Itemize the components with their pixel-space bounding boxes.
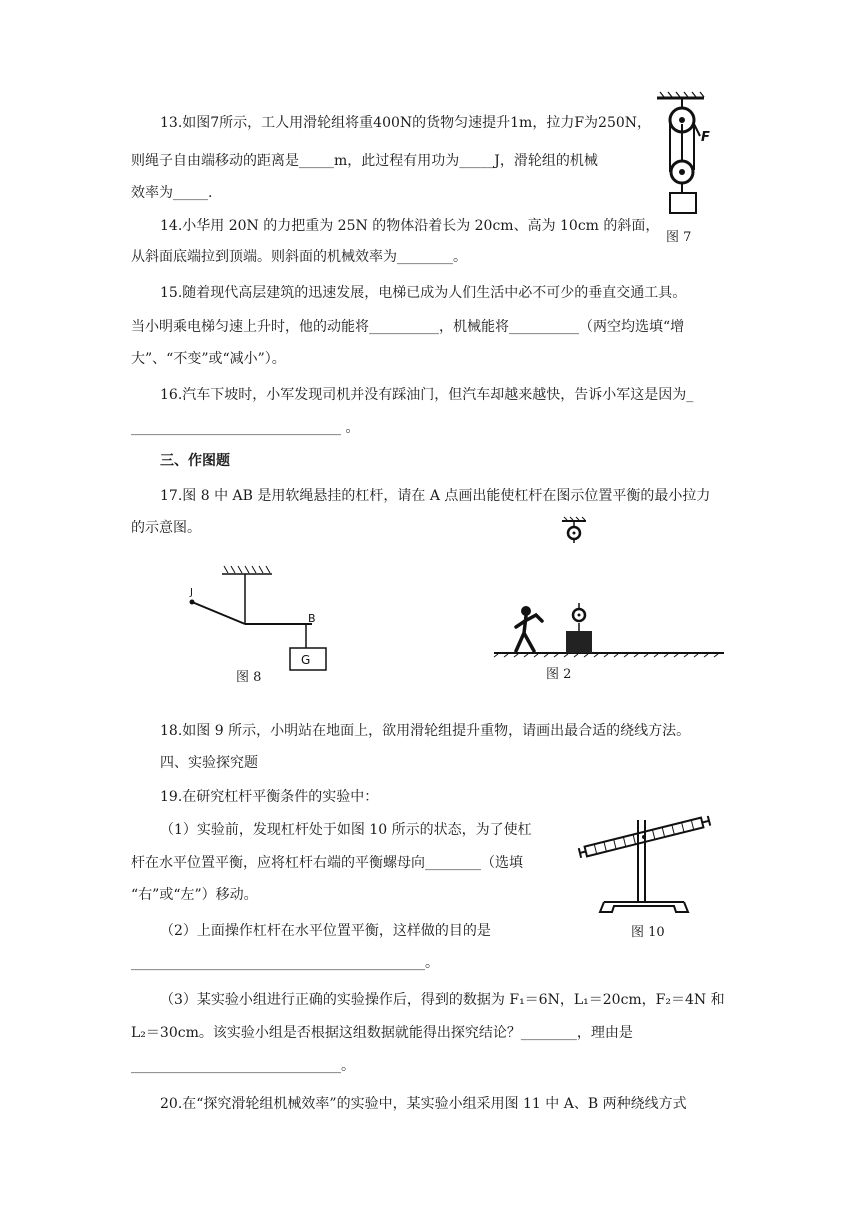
q14-line1: 14.小华用 20N 的力把重为 25N 的物体沿着长为 20cm、高为 10cm 的斜面， [160, 218, 660, 234]
q18-line: 18.如图 9 所示，小明站在地面上，欲用滑轮组提升重物，请画出最合适的绕线方法。 [160, 723, 691, 739]
figure-7-label-F: F [701, 130, 710, 145]
q19-part2-line1: （2）上面操作杠杆在水平位置平衡，这样做的目的是 [160, 923, 491, 939]
q15-line1: 15.随着现代高层建筑的迅速发展，电梯已成为人们生活中必不可少的垂直交通工具。 [160, 285, 687, 301]
q13-line2: 则绳子自由端移动的距离是_____m，此过程有用功为_____J，滑轮组的机械 [131, 153, 598, 169]
figure-7-caption: 图 7 [666, 230, 692, 245]
q19-part3-line2: L₂＝30cm。该实验小组是否根据这组数据就能得出探究结论？________，理由是 [131, 1025, 633, 1041]
figure-7-pulley [652, 92, 712, 217]
q15-line2: 当小明乘电梯匀速上升时，他的动能将__________，机械能将__________（两空均选填“增 [131, 319, 685, 335]
q19-part3-line3: ______________________________。 [131, 1058, 355, 1074]
section-3-heading: 三、作图题 [160, 453, 230, 469]
figure-10-lever-stand [574, 800, 724, 920]
q19-part1-line1: （1）实验前，发现杠杆处于如图 10 所示的状态，为了使杠 [160, 822, 532, 838]
figure-2-pulley-setup [494, 517, 724, 657]
figure-8-label-B: B [308, 612, 316, 625]
section-4-heading: 四、实验探究题 [160, 755, 258, 771]
figure-10-caption: 图 10 [631, 925, 665, 940]
q20-line1: 20.在“探究滑轮组机械效率”的实验中，某实验小组采用图 11 中 A、B 两种绕线方式 [160, 1096, 687, 1112]
q16-line2: ______________________________ 。 [131, 420, 360, 436]
q17-line1: 17.图 8 中 AB 是用软绳悬挂的杠杆，请在 A 点画出能使杠杆在图示位置平衡的最小拉力 [160, 488, 711, 504]
q14-line2: 从斜面底端拉到顶端。则斜面的机械效率为________。 [131, 249, 467, 265]
figure-8-caption: 图 8 [236, 670, 262, 685]
figure-2-caption: 图 2 [546, 667, 572, 682]
q13-line1: 13.如图7所示，工人用滑轮组将重400N的货物匀速提升1m，拉力F为250N， [160, 115, 652, 131]
q13-line3: 效率为_____. [131, 185, 213, 201]
q19-part1-line2: 杆在水平位置平衡，应将杠杆右端的平衡螺母向________（选填 [131, 855, 523, 871]
q19-title: 19.在研究杠杆平衡条件的实验中： [160, 789, 379, 805]
q17-line2: 的示意图。 [131, 520, 201, 536]
figure-8-lever [182, 562, 342, 672]
figure-8-label-G: G [301, 653, 311, 667]
q19-part1-line3: “右”或“左”）移动。 [131, 887, 258, 903]
q19-part2-line2: __________________________________________。 [131, 955, 439, 971]
q15-line3: 大”、“不变”或“减小”）。 [131, 351, 286, 367]
svg-text:J: J [190, 587, 193, 598]
q19-part3-line1: （3）某实验小组进行正确的实验操作后，得到的数据为 F₁＝6N，L₁＝20cm，F₂＝4N 和 [160, 992, 725, 1008]
q16-line1: 16.汽车下坡时，小军发现司机并没有踩油门，但汽车却越来越快，告诉小军这是因为_ [160, 387, 694, 403]
